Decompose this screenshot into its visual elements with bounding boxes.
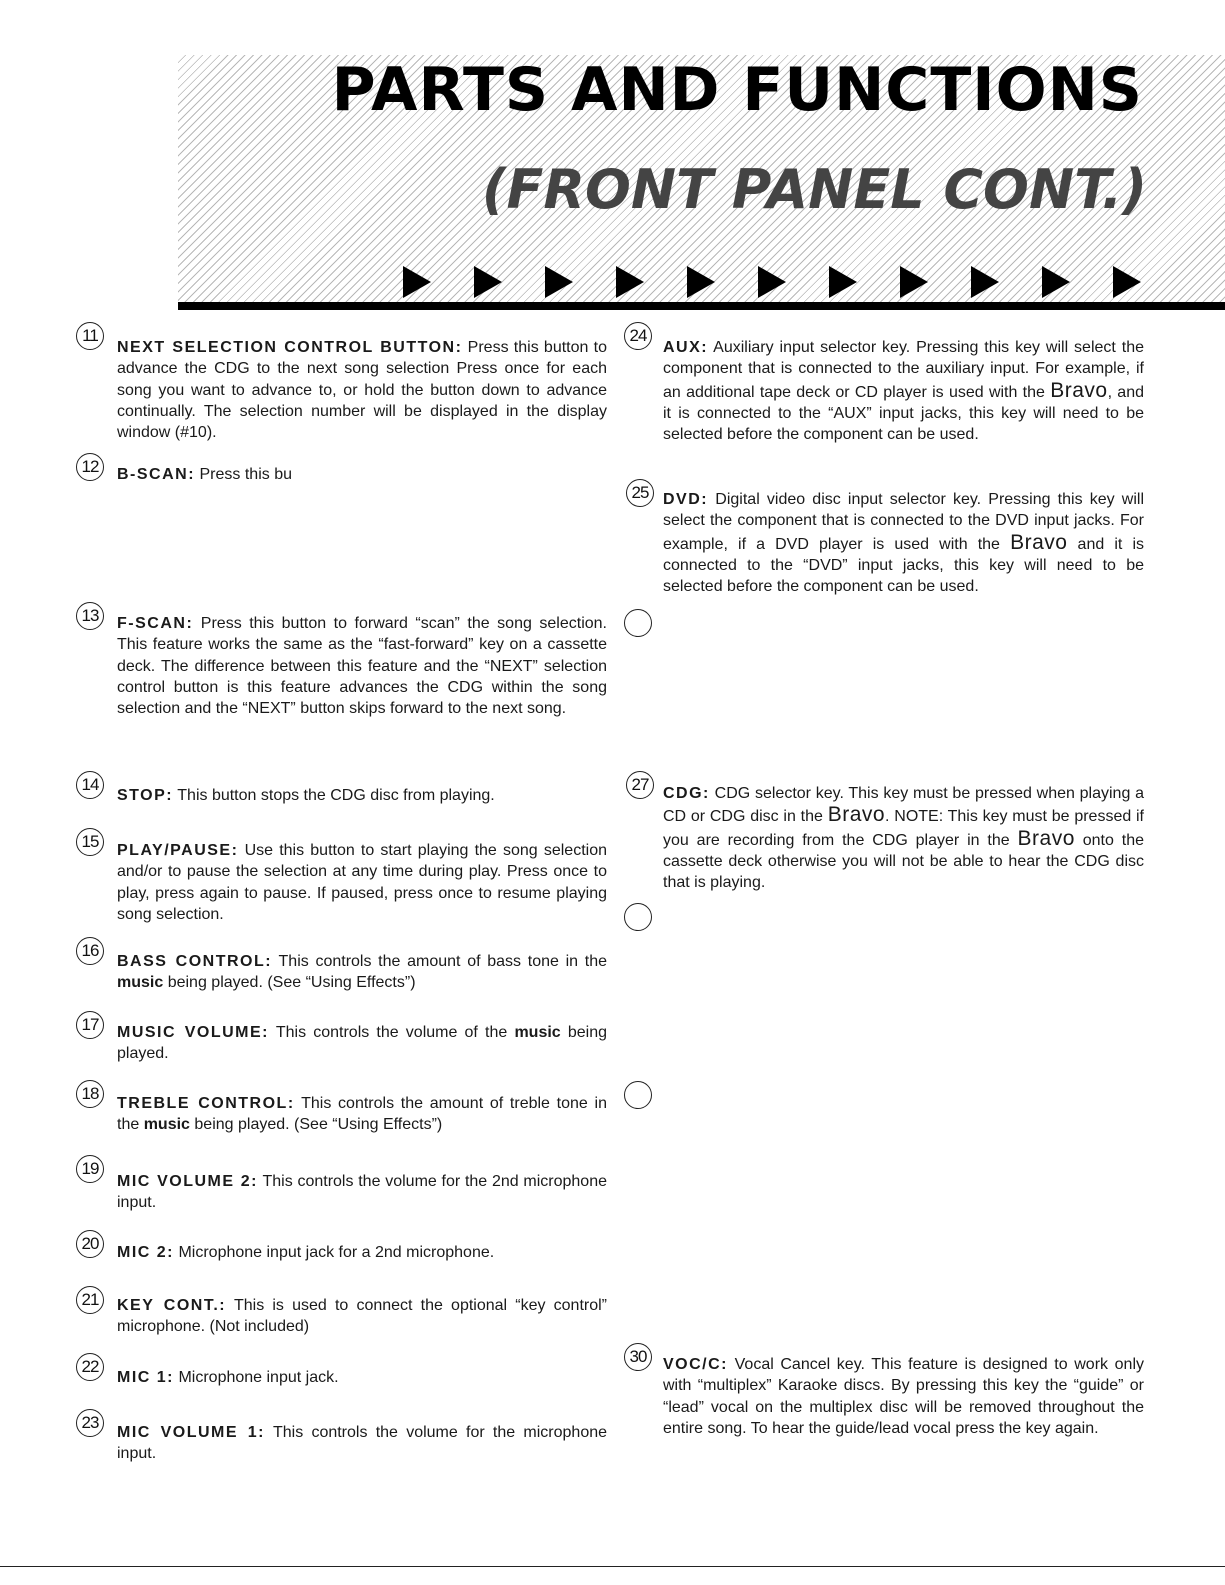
item-text: Vocal Cancel key. This feature is designed to work only with “multiplex” Karaoke discs. By pressing this key the “guide” or “lead” vocal on the multiplex disc will be removed throughout the entire song. To hear the guide/lead vocal press the key again. [663, 1356, 1144, 1437]
triangle-right-icon [474, 266, 502, 298]
item-text: Auxiliary input selector key. Pressing this key will select the component that is connected to the auxiliary input. For example, if an additional tape deck or CD player is used with the [663, 339, 1144, 401]
item-text: This controls the volume for the microphone input. [117, 1424, 608, 1463]
page-subtitle: (FRONT PANEL CONT.) [481, 158, 1147, 221]
header-rule [178, 302, 1225, 310]
item-text: Digital video disc input selector key. Pressing this key will select the component that is connected to the DVD input jacks. For example, if a DVD player is used with the [663, 491, 1145, 553]
item-bass-control [117, 951, 607, 994]
item-text: Press this bu [199, 466, 292, 483]
item-play-pause [117, 840, 607, 925]
item-label: F-SCAN: [117, 615, 194, 632]
item-number-badge: 13 [76, 602, 104, 630]
item-text: onto the cassette deck otherwise you will not be able to hear the CDG disc that is playing. [663, 831, 1144, 892]
item-number-badge: 19 [76, 1155, 104, 1183]
brand-name: Bravo [1017, 826, 1075, 850]
item-text: Press this button to forward “scan” the song selection. This feature works the same as the “fast-forward” key on a cassette deck. The difference between this feature and the “NEXT” selection control button is this feature advances the CDG within the song selection and the “NEXT” button skips forward to the next song. [117, 615, 607, 718]
item-label: CDG: [663, 785, 710, 802]
item-label: STOP: [117, 787, 174, 804]
item-treble-control [117, 1093, 607, 1136]
item-label: DVD: [663, 491, 709, 508]
item-mic-volume-2 [117, 1171, 607, 1214]
triangle-right-icon [1113, 266, 1141, 298]
item-text: Use this button to start playing the song selection and/or to pause the selection at any time during play. Press once to play, press again to pause. If paused, press once to resume playing song selection. [117, 842, 607, 923]
item-number-badge [624, 903, 652, 931]
item-label: B-SCAN: [117, 466, 196, 483]
item-text: Microphone input jack. [178, 1369, 339, 1386]
item-label: VOC/C: [663, 1356, 728, 1373]
item-text: This is used to connect the optional “key control” microphone. (Not included) [117, 1297, 607, 1336]
item-number-badge: 18 [76, 1080, 104, 1108]
item-number-badge: 21 [76, 1286, 104, 1314]
item-number-badge [624, 1081, 652, 1109]
item-number-badge: 16 [76, 937, 104, 965]
item-mic-2 [117, 1242, 607, 1263]
item-emphasis: music [143, 1116, 190, 1134]
item-text: This controls the amount of treble tone in the [117, 1095, 607, 1134]
brand-name: Bravo [1010, 530, 1068, 554]
item-number-badge: 30 [624, 1343, 652, 1371]
item-text: This controls the amount of bass tone in the [278, 953, 608, 970]
item-number-badge [624, 609, 652, 637]
triangle-right-icon [971, 266, 999, 298]
triangle-right-icon [687, 266, 715, 298]
item-number-badge: 24 [624, 322, 652, 350]
item-text: and it is connected to the “DVD” input jacks, this key will need to be selected before the component can be used. [663, 535, 1145, 596]
triangle-right-icon [900, 266, 928, 298]
item-dvd [663, 489, 1144, 597]
triangle-right-icon [616, 266, 644, 298]
item-number-badge: 11 [76, 322, 104, 350]
item-label: KEY CONT.: [117, 1297, 227, 1314]
triangle-right-icon [1042, 266, 1070, 298]
item-number-badge: 12 [76, 453, 104, 481]
item-label: TREBLE CONTROL: [117, 1095, 295, 1112]
triangle-right-icon [829, 266, 857, 298]
arrow-row [400, 266, 1150, 300]
item-number-badge: 20 [76, 1230, 104, 1258]
item-text: Microphone input jack for a 2nd microphone. [178, 1244, 495, 1261]
item-number-badge: 27 [626, 771, 654, 799]
item-number-badge: 22 [76, 1353, 104, 1381]
item-text: CDG selector key. This key must be pressed when playing a CD or CDG disc in the [663, 785, 1145, 826]
item-key-cont [117, 1295, 607, 1338]
item-label: NEXT SELECTION CONTROL BUTTON: [117, 339, 463, 356]
item-label: BASS CONTROL: [117, 953, 273, 970]
item-next-selection [117, 337, 607, 443]
item-text: . NOTE: This key must be pressed if you are recording from the CDG player in the [663, 808, 1145, 849]
item-emphasis: music [117, 974, 164, 992]
item-text: being played. [117, 1024, 607, 1063]
item-number-badge: 25 [626, 479, 654, 507]
item-label: PLAY/PAUSE: [117, 842, 239, 859]
brand-name: Bravo [827, 803, 886, 827]
item-text: Press this button to advance the CDG to the next song selection Press once for each song you want to advance to, or hold the button down to advance continually. The selection number will be displayed in the display window (#10). [117, 339, 607, 442]
item-voc-c [663, 1354, 1144, 1439]
item-label: MIC 2: [117, 1244, 174, 1261]
item-label: AUX: [663, 339, 709, 356]
item-number-badge: 17 [76, 1011, 104, 1039]
item-text: This controls the volume for the 2nd microphone input. [117, 1173, 607, 1212]
item-mic-1 [117, 1367, 607, 1388]
item-emphasis: music [514, 1024, 561, 1041]
triangle-right-icon [403, 266, 431, 298]
item-number-badge: 14 [76, 771, 104, 799]
item-text: , and it is connected to the “AUX” input jacks, this key will need to be selected before the component can be used. [663, 383, 1145, 444]
item-text: This button stops the CDG disc from playing. [177, 787, 495, 804]
item-number-badge: 23 [76, 1409, 104, 1437]
item-label: MIC VOLUME 2: [117, 1173, 258, 1190]
item-mic-volume-1 [117, 1422, 607, 1465]
item-f-scan [117, 613, 607, 719]
item-stop [117, 785, 607, 806]
brand-name: Bravo [1050, 378, 1108, 402]
item-text: being played. (See “Using Effects”) [167, 974, 416, 992]
item-label: MIC 1: [117, 1369, 174, 1386]
item-b-scan [117, 464, 607, 485]
item-number-badge: 15 [76, 828, 104, 856]
item-cdg [663, 783, 1144, 893]
triangle-right-icon [758, 266, 786, 298]
item-text: This controls the volume of the [275, 1024, 508, 1041]
footer-rule [0, 1566, 1225, 1567]
item-music-volume [117, 1022, 607, 1065]
item-aux [663, 337, 1144, 445]
page-title: PARTS AND FUNCTIONS [331, 55, 1143, 125]
item-text: being played. (See “Using Effects”) [194, 1116, 443, 1134]
triangle-right-icon [545, 266, 573, 298]
item-label: MIC VOLUME 1: [117, 1424, 265, 1441]
item-label: MUSIC VOLUME: [117, 1024, 269, 1041]
